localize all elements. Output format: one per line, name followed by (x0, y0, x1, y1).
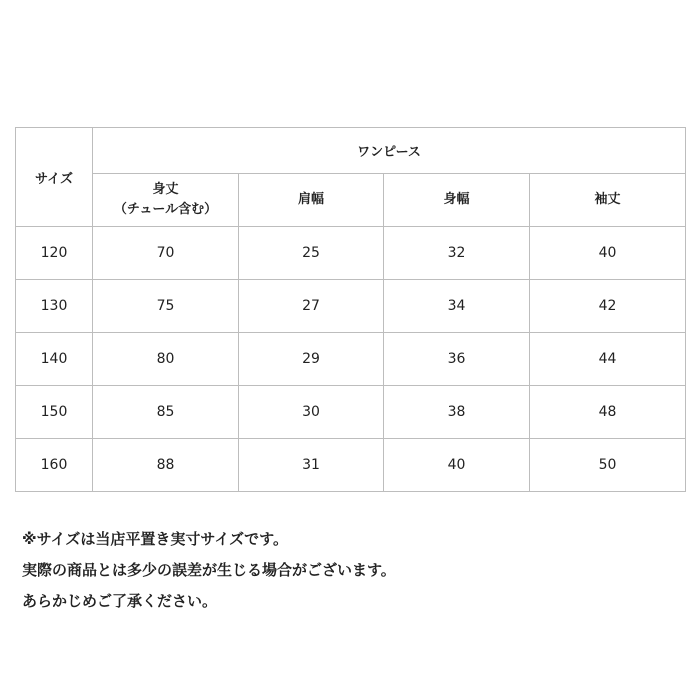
column-header-width: 身幅 (384, 174, 530, 227)
value-cell: 80 (93, 333, 239, 386)
table-row (16, 280, 686, 333)
value-cell: 30 (239, 386, 384, 439)
value-cell: 29 (239, 333, 384, 386)
size-header: サイズ (16, 128, 93, 227)
value-cell: 34 (384, 280, 530, 333)
table-row (16, 386, 686, 439)
value-cell: 88 (93, 439, 239, 492)
size-cell: 120 (16, 227, 93, 280)
value-cell: 50 (530, 439, 686, 492)
value-cell: 85 (93, 386, 239, 439)
size-chart-table (15, 127, 686, 492)
value-cell: 36 (384, 333, 530, 386)
table-header-row (16, 128, 686, 174)
table-row (16, 439, 686, 492)
group-header: ワンピース (93, 128, 686, 174)
column-header-note: （チュール含む） (113, 202, 218, 217)
value-cell: 42 (530, 280, 686, 333)
value-cell: 32 (384, 227, 530, 280)
value-cell: 38 (384, 386, 530, 439)
table-row (16, 333, 686, 386)
note-line: ※サイズは当店平置き実寸サイズです。 (22, 530, 288, 548)
size-cell: 140 (16, 333, 93, 386)
value-cell: 40 (530, 227, 686, 280)
value-cell: 75 (93, 280, 239, 333)
note-line: あらかじめご了承ください。 (22, 592, 218, 610)
value-cell: 48 (530, 386, 686, 439)
column-header-length (93, 174, 239, 227)
column-header-label: 身丈 (152, 182, 179, 197)
value-cell: 31 (239, 439, 384, 492)
value-cell: 40 (384, 439, 530, 492)
table-row (16, 227, 686, 280)
value-cell: 27 (239, 280, 384, 333)
size-cell: 150 (16, 386, 93, 439)
note-line: 実際の商品とは多少の誤差が生じる場合がございます。 (22, 561, 396, 579)
value-cell: 44 (530, 333, 686, 386)
size-cell: 130 (16, 280, 93, 333)
value-cell: 25 (239, 227, 384, 280)
column-header-sleeve: 袖丈 (530, 174, 686, 227)
value-cell: 70 (93, 227, 239, 280)
column-header-shoulder: 肩幅 (239, 174, 384, 227)
size-notes (22, 524, 682, 617)
size-cell: 160 (16, 439, 93, 492)
table-subheader-row (16, 174, 686, 227)
